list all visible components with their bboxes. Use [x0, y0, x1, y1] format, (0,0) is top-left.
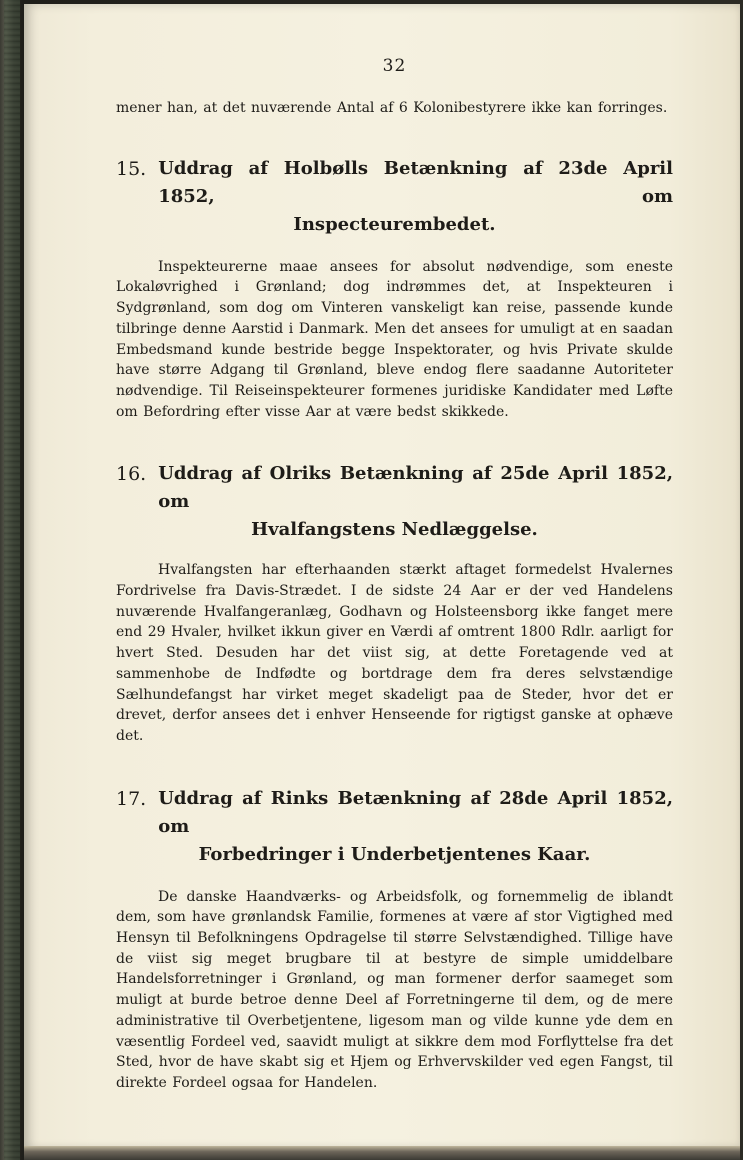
page-number: 32	[382, 56, 407, 76]
section-heading	[116, 460, 673, 544]
page-bottom-edge	[24, 1146, 740, 1160]
book-spine-edge	[4, 0, 20, 1160]
section-title-line2: Hvalfangstens Nedlæggelse.	[251, 519, 538, 541]
section-title-line1: Uddrag af Rinks Betænkning af 28de April 1852, om	[158, 787, 673, 837]
section-number: 15.	[116, 157, 147, 180]
section-title-line2: Forbedringer i Underbetjentenes Kaar.	[198, 843, 591, 865]
section-title-line1: Uddrag af Olriks Betænkning af 25de April 1852, om	[158, 463, 673, 513]
section-number: 17.	[116, 787, 147, 810]
section-body: De danske Haandværks- og Arbeidsfolk, og fornemmelig de iblandt dem, som have grønlandsk Familie, formenes at være af stor Vigtighed med Hensyn til Befolkningens Opdragelse til større Selvstændighed. Tillige have de viist sig meget brugbare til at bestyre de simple umiddelbare Handelsforretninger i Grønland, og man formener derfor saameget som muligt at burde betroe denne Deel af Forretningerne til dem, og de mere administrative til Overbetjentene, ligesom man og vilde kunne yde dem en væsentlig Fordeel ved, saavidt muligt at sikkre dem mod Forflyttelse fra det Sted, hvor de have skabt sig et Hjem og Erhvervskilder ved egen Fangst, til direkte Fordeel ogsaa for Handelen.	[116, 888, 673, 1091]
section-body: Inspekteurerne maae ansees for absolut nødvendige, som eneste Lokaløvrighed i Grønland; dog indrømmes det, at Inspekteuren i Sydgrønland, som dog om Vinteren vanskeligt kan reise, passende kunde tilbringe denne Aarstid i Danmark. Men det ansees for umuligt at en saadan Embedsmand kunde bestride begge Inspektorater, og hvis Private skulde have større Adgang til Grønland, bleve endog flere saadanne Autoriteter nødvendige. Til Reiseinspekteurer formenes juridiske Kandidater med Løfte om Befordring efter visse Aar at være bedst skikkede.	[116, 258, 673, 420]
section-17	[116, 785, 673, 1094]
section-15	[116, 155, 673, 423]
section-title-line1: Uddrag af Holbølls Betænkning af 23de April 1852, om	[158, 157, 673, 207]
section-16	[116, 460, 673, 746]
section-title-line2: Inspecteurembedet.	[293, 213, 496, 235]
section-number: 16.	[116, 463, 147, 486]
page-content	[116, 56, 673, 1094]
section-heading	[116, 155, 673, 239]
section-body: Hvalfangsten har efterhaanden stærkt aftaget formedelst Hvalernes Fordrivelse fra Davis-Strædet. I de sidste 24 Aar er der ved Handelens nuværende Hvalfangeranlæg, Godhavn og Holsteensborg ikke fanget mere end 29 Hvaler, hvilket ikkun giver en Værdi af omtrent 1800 Rdlr. aarligt for hvert Sted. Desuden har det viist sig, at dette Foretagende ved at sammenhobe de Indfødte og bortdrage dem fra deres selvstændige Sælhundefangst har virket meget skadeligt paa de Steder, hvor det er drevet, derfor ansees det i enhver Henseende for rigtigst ganske at ophæve det.	[116, 562, 673, 744]
section-heading	[116, 785, 673, 869]
intro-paragraph: mener han, at det nuværende Antal af 6 Kolonibestyrere ikke kan forringes.	[116, 100, 668, 116]
